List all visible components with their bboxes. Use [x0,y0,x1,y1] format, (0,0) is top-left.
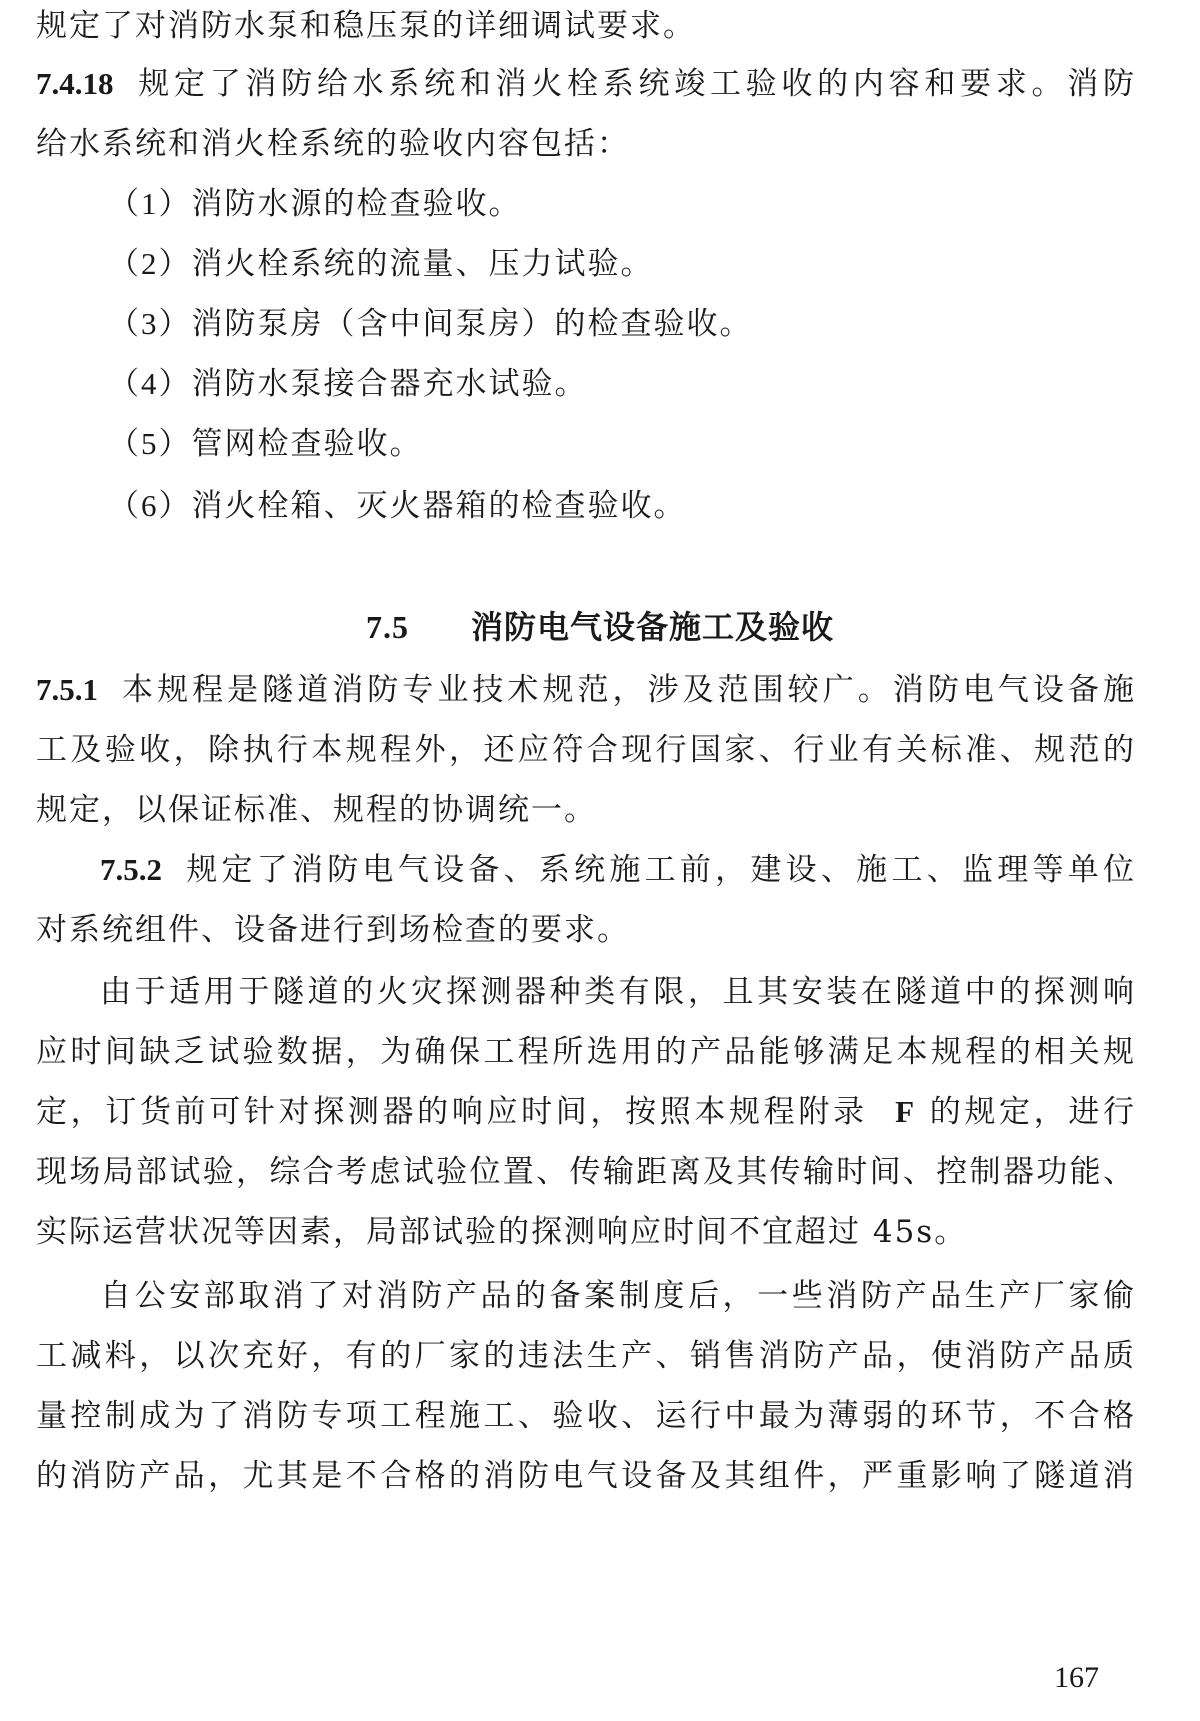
clause-7-4-18-line [36,62,1136,106]
list-item [108,182,522,226]
clause-number: 7.5.2 [100,852,162,887]
text-line [36,1090,1136,1134]
text-line: 现场局部试验，综合考虑试验位置、传输距离及其传输时间、控制器功能、 [36,1154,1136,1190]
list-marker: （5） [108,426,192,461]
page-number: 167 [1054,1661,1099,1694]
clause-text: 规定了消防电气设备、系统施工前，建设、施工、监理等单位 [184,852,1136,888]
list-item-text: 消防水泵接合器充水试验。 [191,366,588,402]
text-line: 实际运营状况等因素，局部试验的探测响应时间不宜超过 45s。 [36,1214,968,1250]
text-fragment: 定，订货前可针对探测器的响应时间，按照本规程附录 [36,1094,868,1130]
section-title: 消防电气设备施工及验收 [470,608,834,646]
text-line: 工及验收，除执行本规程外，还应符合现行国家、行业有关标准、规范的 [36,732,1136,768]
list-marker: （2） [108,246,192,281]
list-item-text: 消火栓系统的流量、压力试验。 [191,246,654,282]
text-line: 规定，以保证标准、规程的协调统一。 [36,792,597,828]
text-line: 工减料，以次充好，有的厂家的违法生产、销售消防产品，使消防产品质 [36,1338,1136,1374]
list-item-text: 消火栓箱、灭火器箱的检查验收。 [191,488,687,524]
list-item-text: 消防泵房（含中间泵房）的检查验收。 [191,306,753,342]
clause-number: 7.5.1 [36,672,98,707]
text-line: 规定了对消防水泵和稳压泵的详细调试要求。 [36,8,696,44]
clause-7-5-2-line [100,848,1136,892]
list-marker: （6） [108,488,192,523]
list-item-text: 管网检查验收。 [191,426,423,462]
text-line: 自公安部取消了对消防产品的备案制度后，一些消防产品生产厂家偷 [100,1278,1136,1314]
section-number: 7.5 [365,609,409,645]
list-item [108,362,588,406]
list-marker: （4） [108,366,192,401]
text-fragment: 的规定，进行 [928,1094,1137,1130]
list-item [108,242,654,286]
text-line: 给水系统和消火栓系统的验收内容包括： [36,126,630,162]
text-line: 对系统组件、设备进行到场检查的要求。 [36,912,630,948]
list-item [108,302,753,346]
list-item [108,484,687,528]
list-item [108,422,423,466]
clause-text: 规定了消防给水系统和消火栓系统竣工验收的内容和要求。消防 [135,66,1136,102]
list-marker: （1） [108,186,192,221]
appendix-ref: F [895,1094,915,1129]
text-line: 的消防产品，尤其是不合格的消防电气设备及其组件，严重影响了隧道消 [36,1458,1136,1494]
text-line: 量控制成为了消防专项工程施工、验收、运行中最为薄弱的环节，不合格 [36,1398,1136,1434]
section-heading [0,604,1200,650]
clause-number: 7.4.18 [36,66,114,101]
text-line: 应时间缺乏试验数据，为确保工程所选用的产品能够满足本规程的相关规 [36,1034,1136,1070]
list-marker: （3） [108,306,192,341]
clause-text: 本规程是隧道消防专业技术规范，涉及范围较广。消防电气设备施 [120,672,1136,708]
text-line: 由于适用于隧道的火灾探测器种类有限，且其安装在隧道中的探测响 [100,974,1136,1010]
list-item-text: 消防水源的检查验收。 [191,186,522,222]
clause-7-5-1-line [36,668,1136,712]
